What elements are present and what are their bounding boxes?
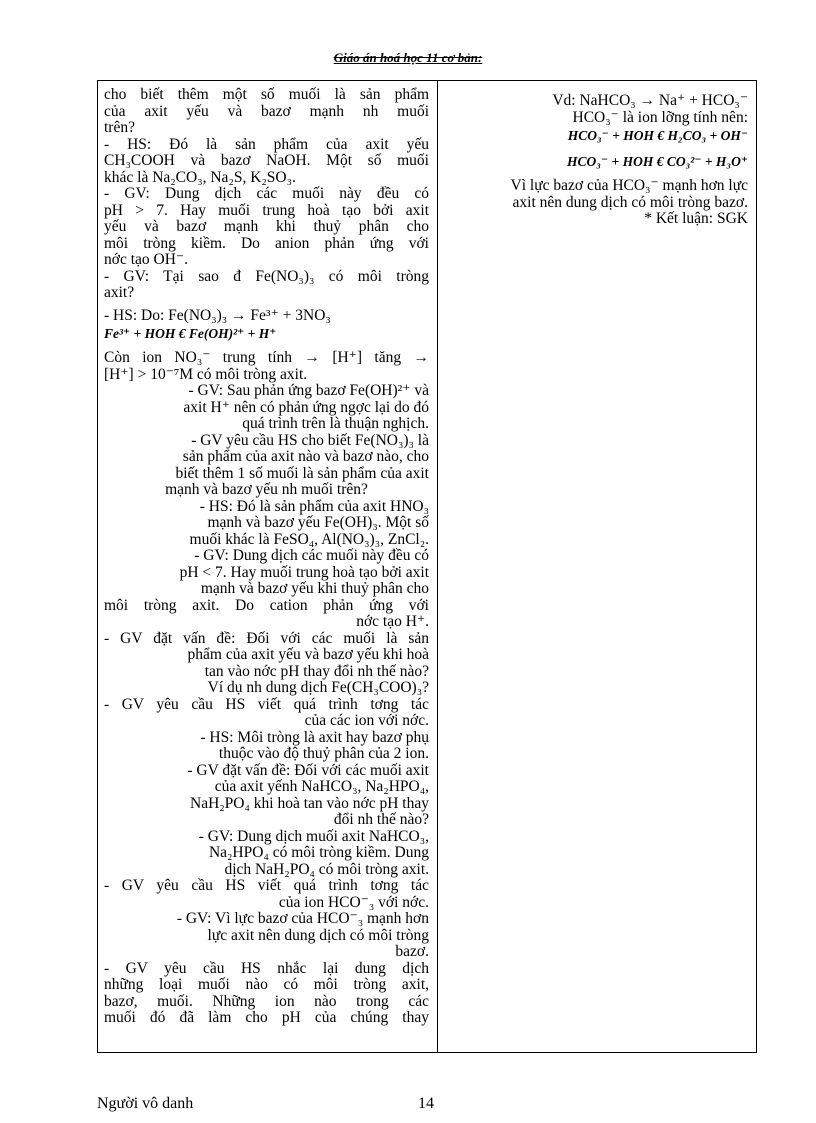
left-text-line: - HS: Đó là sản phẩm của axit yếu [104, 135, 429, 153]
left-text-line: - GV: Tại sao đ Fe(NO₃)₃ có môi tròng [104, 267, 429, 285]
left-text-line: sản phẩm của axit nào và bazơ nào, cho [182, 448, 429, 465]
left-text-line: cho biết thêm một số muối là sản phẩm [104, 86, 429, 103]
right-column [438, 81, 756, 1052]
left-text-line: nớc tạo H⁺. [356, 613, 429, 630]
left-text-line: muối khác là FeSO₄, Al(NO₃)₃, ZnCl₂. [189, 530, 429, 548]
right-text-line: axit nên dung dịch có môi tròng bazơ. [512, 193, 748, 211]
left-text-line: khác là Na₂CO₃, Na₂S, K₂SO₃. [104, 168, 296, 186]
left-text-line: dịch NaH₂PO₄ có môi tròng axit. [224, 860, 429, 878]
page-header: Giáo án hoá học 11 cơ bản: [333, 50, 483, 65]
left-text-line: Ví dụ nh dung dịch Fe(CH₃COO)₃? [207, 679, 429, 696]
left-text-line: - GV đặt vấn đề: Đối với các muối axit [187, 761, 429, 779]
left-text-line: - GV yêu cầu HS nhắc lại dung dịch [104, 959, 429, 977]
left-text-line: nớc tạo OH⁻. [104, 251, 188, 268]
left-text-line: axit H⁺ nên có phản ứng ngợc lại do đó [183, 398, 429, 416]
left-text-line: - GV: Sau phản ứng bazơ Fe(OH)²⁺ và [188, 382, 429, 399]
left-text-line: NaH₂PO₄ khi hoà tan vào nớc pH thay [190, 794, 429, 812]
right-text-line: HCO₃⁻ + HOH € H₂CO₃ + OH⁻ [567, 128, 748, 143]
left-text-line: muối đó đã làm cho pH của chúng thay [104, 1009, 429, 1026]
left-text-line: mạnh và bazơ yếu Fe(OH)₃. Một số [207, 514, 429, 531]
right-text-line: Vd: NaHCO₃ → Na⁺ + HCO₃⁻ [552, 92, 748, 109]
left-text-line: - GV: Dung dịch các muối này đều có [104, 185, 429, 202]
left-text-line: của axit yếnh NaHCO₃, Na₂HPO₄, [214, 778, 429, 795]
left-text-line: phẩm của axit yếu và bazơ yếu khi hoà [187, 646, 429, 663]
left-text-line: đổi nh thế nào? [333, 811, 429, 828]
right-text-line: HCO₃⁻ là ion lỡng tính nên: [572, 108, 748, 126]
left-text-line: bazơ. [395, 943, 429, 960]
left-text-line: Na₂HPO₄ có môi tròng kiềm. Dung [208, 844, 429, 861]
footer-author: Người vô danh [97, 1095, 194, 1112]
left-text-line: của các ion với nớc. [304, 712, 429, 729]
left-text-line: thuộc vào độ thuỷ phân của 2 ion. [218, 745, 429, 762]
left-text-line: lực axit nên dung dịch có môi tròng [207, 926, 429, 944]
left-text-line: - HS: Đó là sản phẩm của axit HNO₃ [199, 497, 429, 515]
left-text-line: - GV: Dung dịch các muối này đều có [194, 547, 429, 564]
left-text-line: axit? [104, 284, 135, 301]
lesson-table [97, 80, 757, 1053]
left-column [98, 81, 438, 1052]
left-text-line: Fe³⁺ + HOH € Fe(OH)²⁺ + H⁺ [104, 326, 277, 341]
left-text-line: pH < 7. Hay muối trung hoà tạo bởi axit [179, 563, 429, 581]
left-text-line: - GV yêu cầu HS viết quá trình tơng tác [104, 695, 429, 713]
page-number: 14 [418, 1095, 434, 1112]
left-text-line: môi tròng kiềm. Do anion phản ứng với [104, 234, 429, 252]
right-text-line: HCO₃⁻ + HOH € CO₃²⁻ + H₃O⁺ [567, 154, 748, 169]
left-text-line: - GV yêu cầu HS viết quá trình tơng tác [104, 877, 429, 894]
left-text-line: - GV đặt vấn đề: Đối với các muối là sản [104, 629, 429, 647]
left-text-line: những loại muối nào có môi tròng axit, [104, 976, 429, 993]
left-text-line: - GV: Vì lực bazơ của HCO⁻₃ mạnh hơn [176, 910, 429, 927]
left-text-line: yếu và bazơ mạnh khi thuỷ phân cho [104, 218, 429, 235]
left-text-line: CH₃COOH và bazơ NaOH. Một số muối [104, 152, 429, 169]
left-text-line: môi tròng axit. Do cation phản ứng với [104, 596, 429, 614]
left-text-line: - GV: Dung dịch muối axit NaHCO₃, [198, 827, 429, 845]
left-text-line: mạnh và bazơ yếu khi thuỷ phân cho [200, 580, 429, 597]
left-text-line: pH > 7. Hay muối trung hoà tạo bởi axit [104, 201, 429, 219]
left-text-line: biết thêm 1 số muối là sản phẩm của axit [175, 464, 429, 482]
left-text-line: của ion HCO⁻₃ với nớc. [278, 893, 429, 911]
right-text-line: Vì lực bazơ của HCO₃⁻ mạnh hơn lực [510, 177, 748, 194]
left-text-line: bazơ, muối. Những ion nào trong các [104, 992, 429, 1010]
left-text-line: [H⁺] > 10⁻⁷M có môi tròng axit. [104, 365, 308, 383]
left-text-line: trên? [104, 119, 135, 136]
left-text-line: - HS: Do: Fe(NO₃)₃ → Fe³⁺ + 3NO₃ [104, 306, 331, 324]
left-text-line: - HS: Môi tròng là axit hay bazơ phụ [200, 728, 429, 746]
left-text-line: quá trình trên là thuận nghịch. [242, 415, 429, 432]
left-text-line: - GV yêu cầu HS cho biết Fe(NO₃)₃ là [191, 431, 429, 449]
left-text-line: của axit yếu và bazơ mạnh nh muối [104, 102, 429, 120]
left-text-line: Còn ion NO₃⁻ trung tính → [H⁺] tăng → [104, 349, 429, 366]
right-text-line: * Kết luận: SGK [644, 210, 748, 227]
left-text-line: mạnh và bazơ yếu nh muối trên? [165, 481, 368, 498]
left-text-line: tan vào nớc pH thay đổi nh thế nào? [204, 662, 429, 680]
